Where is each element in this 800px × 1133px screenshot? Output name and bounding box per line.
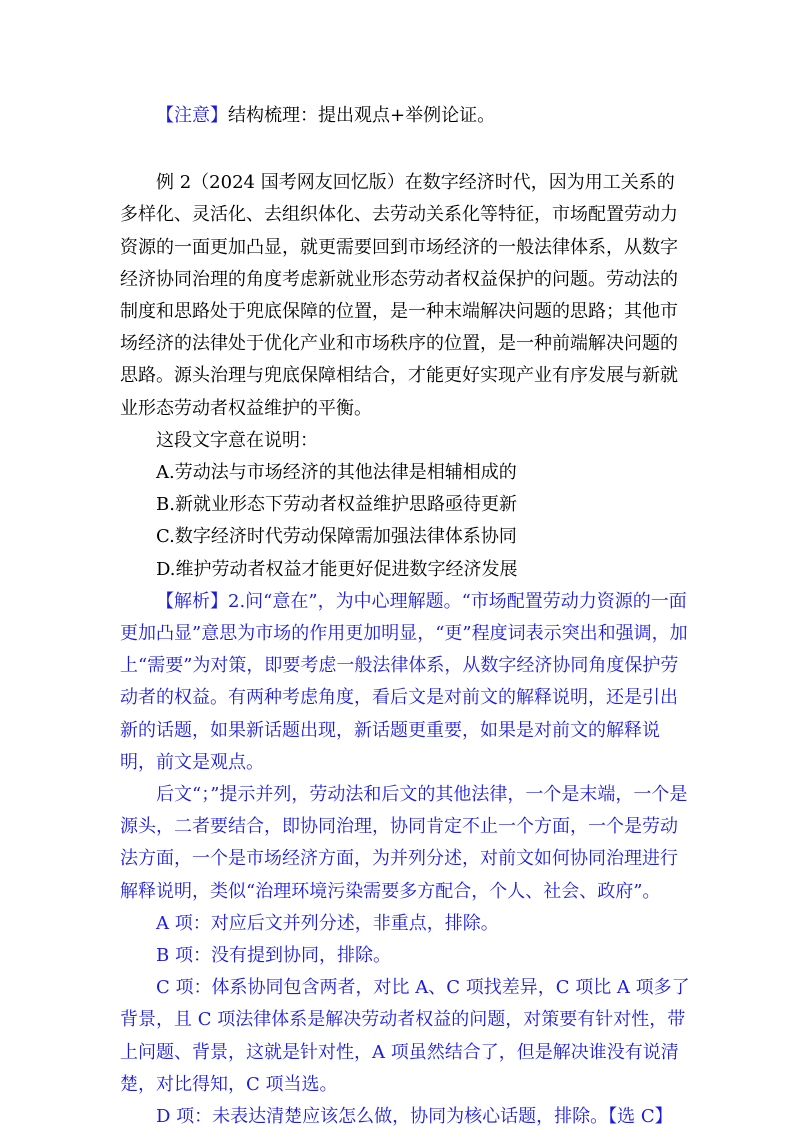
analysis-option-a: A 项：对应后文并列分述，非重点，排除。	[156, 912, 499, 934]
analysis-option-d: D 项：未表达清楚应该怎么做，协同为核心话题，排除。【选 C】	[156, 1106, 673, 1128]
analysis-paragraph-1: 【解析】2.问“意在”，为中心理解题。“市场配置劳动力资源的一面更加凸显”意思为市场的作用更加明显，“更”程度词表示突出和强调，加上“需要”为对策，即要考虑一般法律体系，从数字经济协同角度保护劳动者的权益。有两种考虑角度，看后文是对前文的解释说明，还是引出新的话题，如果新话题出现，新话题更重要，如果是对前文的解释说明，前文是观点。	[120, 590, 688, 773]
option-a: A.劳动法与市场经济的其他法律是相辅相成的	[156, 462, 517, 484]
analysis-paragraph-2: 后文“；”提示并列，劳动法和后文的其他法律，一个是末端，一个是源头，二者要结合，即协同治理，协同肯定不止一个方面，一个是劳动法方面，一个是市场经济方面，为并列分述，对前文如何协同治理进行解释说明，类似“治理环境污染需要多方配合，个人、社会、政府”。	[120, 784, 688, 902]
note-text: 结构梳理：提出观点+举例论证。	[228, 105, 496, 126]
question-prompt: 这段文字意在说明：	[156, 429, 318, 451]
note-line	[120, 100, 690, 132]
note-tag: 【注意】	[156, 105, 228, 126]
option-c: C.数字经济时代劳动保障需加强法律体系协同	[156, 526, 517, 548]
document-content	[120, 100, 690, 1133]
spacer	[120, 132, 690, 167]
question-stem: 例 2（2024 国考网友回忆版）在数字经济时代，因为用工关系的多样化、灵活化、去组织体化、去劳动关系化等特征，市场配置劳动力资源的一面更加凸显，就更需要回到市场经济的一般法律体系，从数字经济协同治理的角度考虑新就业形态劳动者权益保护的问题。劳动法的制度和思路处于兜底保障的位置，是一种末端解决问题的思路；其他市场经济的法律处于优化产业和市场秩序的位置，是一种前端解决问题的思路。源头治理与兜底保障相结合，才能更好实现产业有序发展与新就业形态劳动者权益维护的平衡。	[120, 172, 678, 419]
analysis-option-b: B 项：没有提到协同，排除。	[156, 945, 391, 967]
analysis-option-c: C 项：体系协同包含两者，对比 A、C 项找差异，C 项比 A 项多了背景，且 C 项法律体系是解决劳动者权益的问题，对策要有针对性，带上问题、背景，这就是针对性，A 项虽然结合了，但是解决谁没有说清楚，对比得知，C 项当选。	[120, 977, 690, 1095]
option-d: D.维护劳动者权益才能更好促进数字经济发展	[156, 558, 518, 580]
option-b: B.新就业形态下劳动者权益维护思路亟待更新	[156, 494, 517, 516]
